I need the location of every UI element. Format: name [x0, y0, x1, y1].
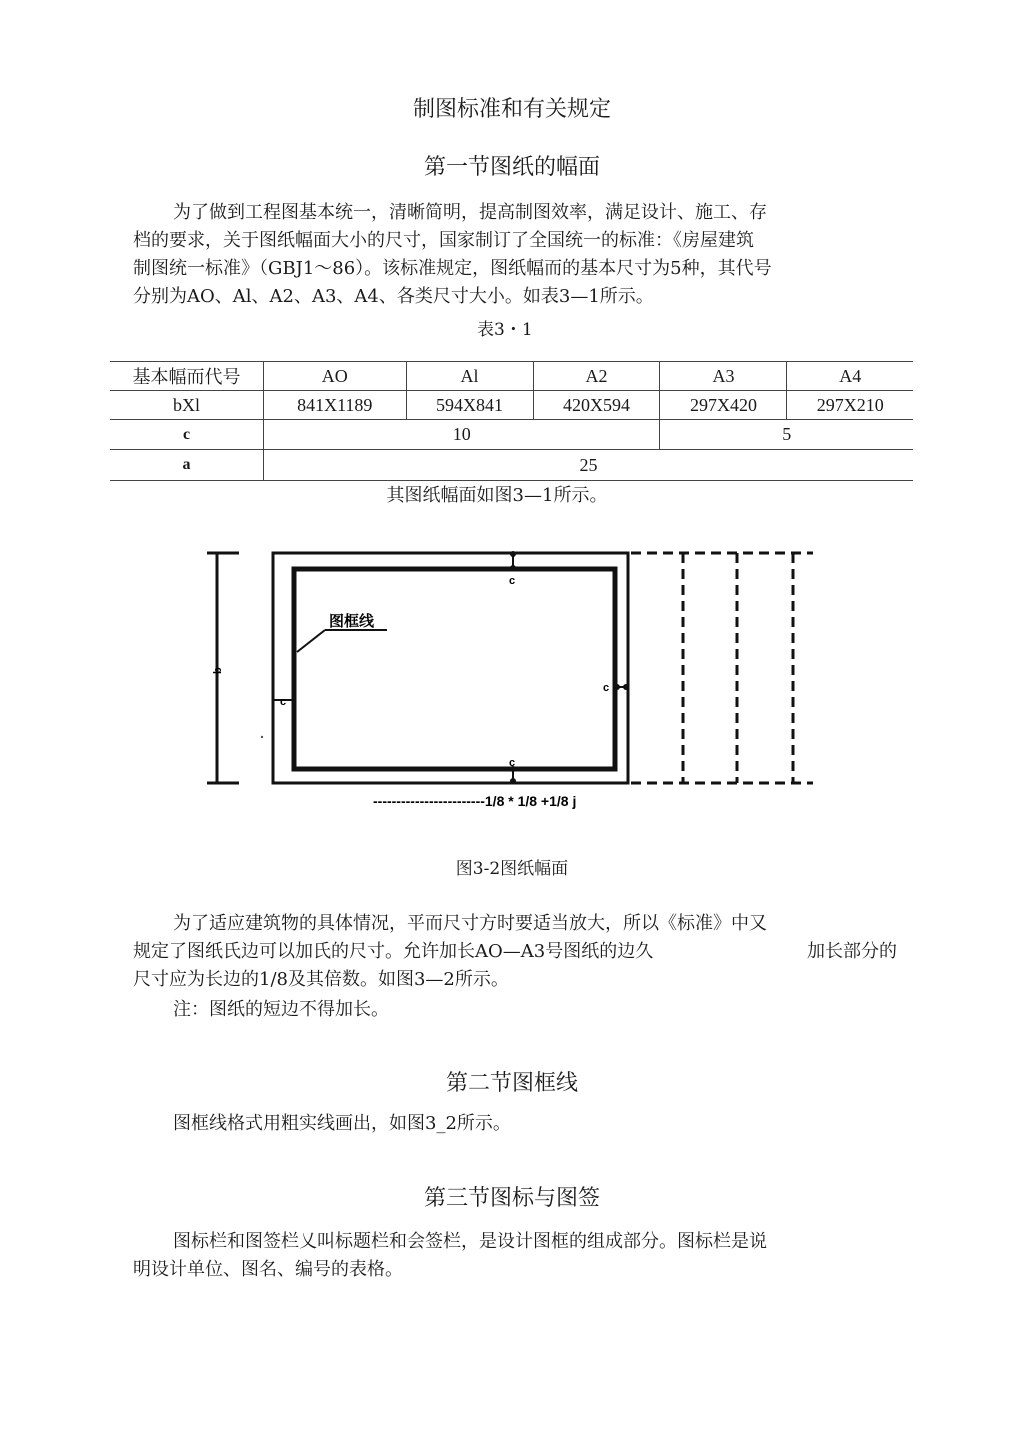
section1-paragraph [133, 199, 913, 311]
table-cell: bXl [110, 391, 264, 420]
table-row [110, 420, 913, 450]
para-line-part: 规定了图纸氏边可以加氏的尺寸。允许加长AO—A3号图纸的边久 [133, 941, 654, 962]
paper-outline [273, 553, 628, 783]
table-cell: a [110, 450, 264, 481]
table-cell: 297X210 [787, 391, 913, 420]
table-cell: 基本幅而代号 [110, 362, 264, 391]
table-cell: A4 [787, 362, 913, 391]
label-c-top: c [509, 575, 516, 587]
para-line: 为了适应建筑物的具体情况，平而尺寸方时要适当放大，所以《标准》中又 [173, 913, 767, 934]
table-row [110, 391, 913, 420]
label-c-bottom: c [509, 757, 516, 769]
table-cell: 594X841 [406, 391, 533, 420]
section2-heading: 第二节图框线 [445, 1071, 578, 1096]
document-title: 制图标准和有关规定 [412, 97, 611, 122]
extension-axis-label: ------------------------1/8 * 1/8 +1/8 j [373, 793, 577, 809]
section2-paragraph: 图框线格式用粗实线画出，如图3_2所示。 [173, 1113, 511, 1134]
after-table-text: 其图纸幅面如图3—1所示。 [386, 485, 608, 506]
para-line: 为了做到工程图基本统一，清晰简明，提高制图效率，满足设计、施工、存 [173, 202, 767, 223]
table-cell: 5 [660, 420, 913, 450]
para-line [133, 938, 923, 966]
section3-paragraph [133, 1228, 913, 1284]
label-c-right: c [603, 682, 610, 694]
table-row [110, 362, 913, 391]
para-line: 明设计单位、图名、编号的表格。 [133, 1259, 403, 1280]
frame-label-leader [297, 630, 325, 652]
section1-paragraph-2 [133, 910, 923, 1024]
paper-size-figure [195, 540, 835, 830]
para-line: 制图统一标准》（GBJ1～86）。该标准规定，图纸幅而的基本尺寸为5种，其代号 [133, 258, 772, 279]
section3-heading: 第三节图标与图签 [423, 1186, 600, 1211]
frame-line-label: 图框线 [329, 612, 375, 630]
section1-heading: 第一节图纸的幅面 [423, 155, 600, 180]
para-line-part: 加长部分的 [807, 941, 897, 962]
paper-size-table [110, 361, 913, 481]
figure-caption: 图3-2图纸幅面 [455, 859, 569, 879]
note: 注：图纸的短边不得加长。 [173, 999, 389, 1020]
table-cell: AO [264, 362, 407, 391]
table-cell: 297X420 [660, 391, 787, 420]
table-row [110, 450, 913, 481]
frame-line [294, 569, 615, 769]
label-b: b [212, 667, 224, 674]
para-line: 档的要求，关于图纸幅面大小的尺寸，国家制订了全国统一的标准：《房屋建筑 [133, 230, 754, 251]
para-line: 尺寸应为长边的1/8及其倍数。如图3—2所示。 [133, 969, 509, 990]
para-line: 图标栏和图签栏乂叫标题栏和会签栏，是设计图框的组成部分。图标栏是说 [173, 1231, 767, 1252]
table-cell: 10 [264, 420, 660, 450]
table-cell: Al [406, 362, 533, 391]
label-c-left: c [280, 696, 287, 708]
table-cell: 420X594 [533, 391, 660, 420]
table-cell: A2 [533, 362, 660, 391]
table-cell: 841X1189 [264, 391, 407, 420]
table-cell: 25 [264, 450, 914, 481]
table-cell: c [110, 420, 264, 450]
table-cell: A3 [660, 362, 787, 391]
para-line: 分别为AO、Al、A2、A3、A4、各类尺寸大小。如表3—1所示。 [133, 286, 654, 307]
table-caption: 表3・1 [477, 320, 533, 340]
